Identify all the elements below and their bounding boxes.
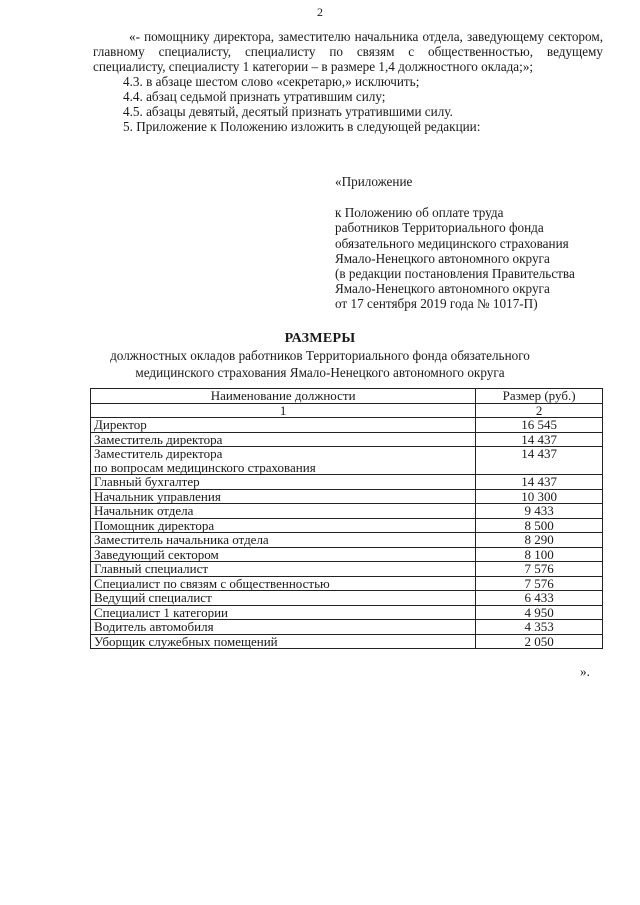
appendix-line: Ямало-Ненецкого автономного округа — [335, 281, 550, 297]
salary-cell: 14 437 — [476, 475, 603, 490]
position-cell — [91, 447, 476, 475]
heading-title: РАЗМЕРЫ — [284, 331, 356, 346]
position-cell: Начальник отдела — [91, 504, 476, 519]
appendix-line: обязательного медицинского страхования — [335, 235, 569, 251]
salary-cell: 2 050 — [476, 634, 603, 649]
position-cell: Главный бухгалтер — [91, 475, 476, 490]
table-row — [91, 533, 603, 548]
table-row — [91, 518, 603, 533]
position-cell: Заместитель директора — [91, 432, 476, 447]
position-cell: Специалист 1 категории — [91, 605, 476, 620]
salary-cell: 10 300 — [476, 489, 603, 504]
salary-cell: 6 433 — [476, 591, 603, 606]
position-cell: Директор — [91, 418, 476, 433]
position-cell: Ведущий специалист — [91, 591, 476, 606]
item-5: 5. Приложение к Положению изложить в следующей редакции: — [123, 119, 481, 134]
page-number: 2 — [317, 5, 323, 19]
salary-cell: 16 545 — [476, 418, 603, 433]
appendix-line: от 17 сентября 2019 года № 1017-П) — [335, 296, 538, 312]
table-header-row — [91, 389, 603, 404]
heading-subtitle-line2: медицинского страхования Ямало-Ненецкого автономного округа — [135, 364, 505, 380]
salary-table — [90, 388, 603, 649]
appendix-line: Ямало-Ненецкого автономного округа — [335, 250, 550, 266]
section-heading — [0, 331, 640, 380]
colnum-1: 1 — [91, 403, 476, 418]
salary-cell: 7 576 — [476, 576, 603, 591]
table-row — [91, 432, 603, 447]
appendix-line: к Положению об оплате труда — [335, 205, 504, 221]
item-4-3: 4.3. в абзаце шестом слово «секретарю,» исключить; — [123, 74, 420, 89]
position-cell: Главный специалист — [91, 562, 476, 577]
appendix-title: «Приложение — [335, 174, 413, 189]
position-cell: Помощник директора — [91, 518, 476, 533]
table-row — [91, 576, 603, 591]
salary-cell: 8 100 — [476, 547, 603, 562]
appendix-header — [335, 174, 615, 312]
salary-cell: 4 353 — [476, 620, 603, 635]
table-row — [91, 447, 603, 475]
table-row — [91, 489, 603, 504]
amendment-text — [93, 29, 603, 134]
item-4-5: 4.5. абзацы девятый, десятый признать утратившими силу. — [123, 104, 453, 119]
header-salary: Размер (руб.) — [476, 389, 603, 404]
salary-cell: 7 576 — [476, 562, 603, 577]
salary-cell: 4 950 — [476, 605, 603, 620]
position-cell: Водитель автомобиля — [91, 620, 476, 635]
table-row — [91, 634, 603, 649]
table-row — [91, 591, 603, 606]
salary-cell: 8 500 — [476, 518, 603, 533]
salary-cell: 14 437 — [476, 432, 603, 447]
table-row — [91, 418, 603, 433]
salary-cell: 8 290 — [476, 533, 603, 548]
position-cell: Уборщик служебных помещений — [91, 634, 476, 649]
table-colnum-row — [91, 403, 603, 418]
table-row — [91, 562, 603, 577]
salary-cell: 14 437 — [476, 447, 603, 475]
table-row — [91, 475, 603, 490]
colnum-2: 2 — [476, 403, 603, 418]
appendix-line: (в редакции постановления Правительства — [335, 266, 575, 282]
salary-cell: 9 433 — [476, 504, 603, 519]
table-row — [91, 605, 603, 620]
position-cell: Начальник управления — [91, 489, 476, 504]
position-cell: Заведующий сектором — [91, 547, 476, 562]
heading-subtitle-line1: должностных окладов работников Территориального фонда обязательного — [110, 348, 530, 363]
table-row — [91, 504, 603, 519]
position-cell: Специалист по связям с общественностью — [91, 576, 476, 591]
closing-quote-mark: ». — [580, 664, 590, 679]
appendix-line: работников Территориального фонда — [335, 220, 544, 236]
position-cell: Заместитель начальника отдела — [91, 533, 476, 548]
table-row — [91, 620, 603, 635]
table-row — [91, 547, 603, 562]
item-4-4: 4.4. абзац седьмой признать утратившим силу; — [123, 89, 386, 104]
position-line: Заместитель директора — [94, 446, 223, 461]
paragraph-bonus-list: «- помощнику директора, заместителю начальника отдела, заведующему сектором, главному специалисту, специалисту по связям с общественностью, ведущему специалисту, специалисту 1 категории – в размере 1,4 должностного оклада;»; — [93, 29, 603, 74]
position-line: по вопросам медицинского страхования — [94, 459, 316, 475]
header-position: Наименование должности — [91, 389, 476, 404]
